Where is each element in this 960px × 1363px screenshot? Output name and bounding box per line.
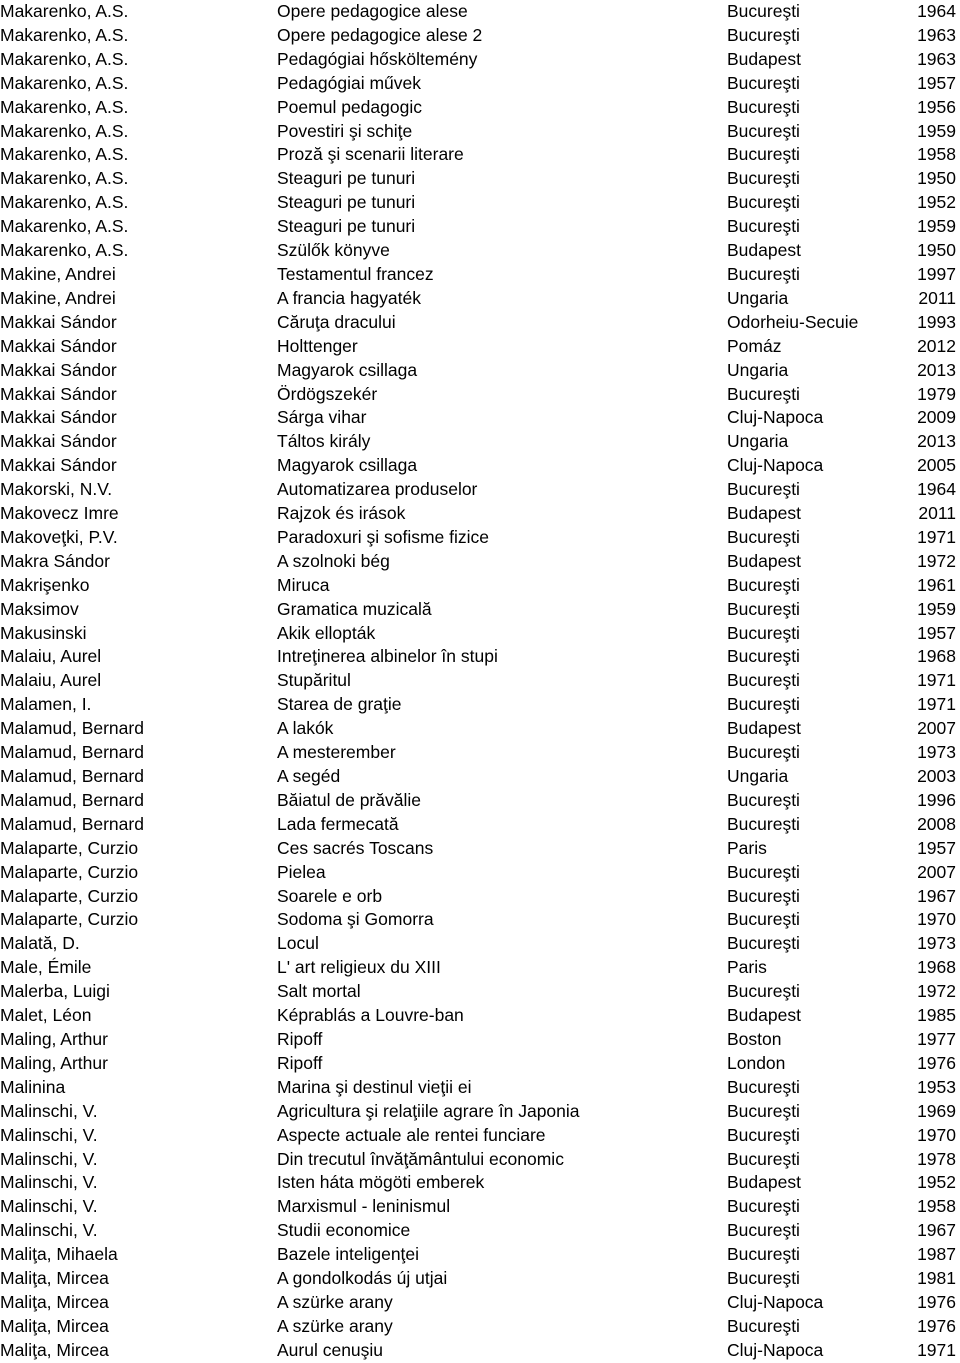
catalog-city-cell: Bucureşti bbox=[727, 216, 800, 237]
catalog-row bbox=[0, 932, 960, 956]
catalog-title-cell: Locul bbox=[277, 933, 319, 954]
catalog-title-cell: Marxismul - leninismul bbox=[277, 1196, 451, 1217]
catalog-city-cell: Bucureşti bbox=[727, 670, 800, 691]
catalog-row bbox=[0, 0, 960, 24]
catalog-year-cell: 1959 bbox=[917, 598, 956, 619]
catalog-author-cell: Makarenko, A.S. bbox=[0, 72, 129, 93]
catalog-city-cell: Boston bbox=[727, 1028, 782, 1049]
catalog-city-cell: Bucureşti bbox=[727, 383, 800, 404]
catalog-row bbox=[0, 837, 960, 861]
catalog-city-cell: Bucureşti bbox=[727, 885, 800, 906]
catalog-row bbox=[0, 550, 960, 574]
catalog-city-cell: Bucureşti bbox=[727, 909, 800, 930]
catalog-city-cell: Budapest bbox=[727, 503, 801, 524]
catalog-year-cell: 1967 bbox=[917, 1220, 956, 1241]
catalog-year-cell: 1969 bbox=[917, 1100, 956, 1121]
catalog-row bbox=[0, 956, 960, 980]
catalog-row bbox=[0, 1100, 960, 1124]
catalog-row bbox=[0, 1219, 960, 1243]
catalog-row bbox=[0, 1004, 960, 1028]
catalog-row bbox=[0, 1291, 960, 1315]
catalog-row bbox=[0, 311, 960, 335]
catalog-title-cell: Băiatul de prăvălie bbox=[277, 789, 421, 810]
catalog-year-cell: 1993 bbox=[917, 311, 956, 332]
catalog-city-cell: Ungaria bbox=[727, 431, 789, 452]
catalog-year-cell: 2011 bbox=[918, 503, 956, 524]
catalog-year-cell: 1957 bbox=[917, 72, 956, 93]
catalog-city-cell: Bucureşti bbox=[727, 479, 800, 500]
catalog-title-cell: Akik ellopták bbox=[277, 622, 376, 643]
catalog-author-cell: Makarenko, A.S. bbox=[0, 168, 129, 189]
catalog-row bbox=[0, 1148, 960, 1172]
catalog-title-cell: Rajzok és irások bbox=[277, 503, 406, 524]
catalog-city-cell: Bucureşti bbox=[727, 1, 800, 21]
catalog-year-cell: 1977 bbox=[917, 1028, 956, 1049]
catalog-title-cell: Salt mortal bbox=[277, 981, 361, 1002]
catalog-city-cell: Cluj-Napoca bbox=[727, 407, 824, 428]
catalog-title-cell: Sárga vihar bbox=[277, 407, 367, 428]
catalog-city-cell: Bucureşti bbox=[727, 742, 800, 763]
catalog-author-cell: Makarenko, A.S. bbox=[0, 48, 129, 69]
catalog-year-cell: 1971 bbox=[917, 1339, 956, 1360]
catalog-author-cell: Malamud, Bernard bbox=[0, 766, 144, 786]
catalog-year-cell: 1971 bbox=[917, 670, 956, 691]
catalog-city-cell: London bbox=[727, 1052, 786, 1073]
catalog-author-cell: Makarenko, A.S. bbox=[0, 216, 129, 237]
catalog-row bbox=[0, 287, 960, 311]
catalog-row bbox=[0, 622, 960, 646]
catalog-row bbox=[0, 598, 960, 622]
catalog-row bbox=[0, 478, 960, 502]
catalog-title-cell: Sodoma şi Gomorra bbox=[277, 909, 434, 930]
catalog-year-cell: 2012 bbox=[917, 335, 956, 356]
catalog-title-cell: Képrablás a Louvre-ban bbox=[277, 1005, 464, 1026]
catalog-title-cell: Magyarok csillaga bbox=[277, 455, 418, 476]
catalog-year-cell: 1976 bbox=[917, 1052, 956, 1073]
catalog-city-cell: Bucureşti bbox=[727, 694, 800, 715]
catalog-title-cell: Aurul cenuşiu bbox=[277, 1339, 384, 1360]
catalog-city-cell: Bucureşti bbox=[727, 1196, 800, 1217]
catalog-year-cell: 1953 bbox=[917, 1076, 956, 1097]
catalog-title-cell: Pedagógiai hősköltemény bbox=[277, 48, 478, 69]
catalog-year-cell: 1964 bbox=[917, 1, 956, 21]
catalog-author-cell: Malamen, I. bbox=[0, 694, 92, 715]
catalog-row bbox=[0, 908, 960, 932]
catalog-row bbox=[0, 143, 960, 167]
catalog-city-cell: Bucureşti bbox=[727, 574, 800, 595]
catalog-author-cell: Makusinski bbox=[0, 622, 87, 643]
catalog-row bbox=[0, 1171, 960, 1195]
catalog-row bbox=[0, 1267, 960, 1291]
catalog-author-cell: Maliţa, Mihaela bbox=[0, 1244, 118, 1265]
catalog-author-cell: Malet, Léon bbox=[0, 1005, 92, 1026]
catalog-row bbox=[0, 1339, 960, 1363]
catalog-city-cell: Bucureşti bbox=[727, 1220, 800, 1241]
catalog-row bbox=[0, 191, 960, 215]
catalog-year-cell: 1972 bbox=[917, 981, 956, 1002]
catalog-title-cell: Szülők könyve bbox=[277, 240, 390, 261]
catalog-author-cell: Maling, Arthur bbox=[0, 1052, 108, 1073]
catalog-city-cell: Cluj-Napoca bbox=[727, 455, 824, 476]
catalog-row bbox=[0, 1028, 960, 1052]
catalog-author-cell: Makkai Sándor bbox=[0, 311, 117, 332]
catalog-title-cell: A szolnoki bég bbox=[277, 550, 390, 571]
catalog-title-cell: Opere pedagogice alese bbox=[277, 1, 468, 21]
catalog-author-cell: Makarenko, A.S. bbox=[0, 120, 129, 141]
catalog-year-cell: 1950 bbox=[917, 240, 956, 261]
catalog-author-cell: Maksimov bbox=[0, 598, 79, 619]
catalog-author-cell: Makrişenko bbox=[0, 574, 90, 595]
catalog-year-cell: 1963 bbox=[917, 48, 956, 69]
catalog-title-cell: Testamentul francez bbox=[277, 263, 434, 284]
catalog-city-cell: Bucureşti bbox=[727, 263, 800, 284]
catalog-row bbox=[0, 120, 960, 144]
catalog-city-cell: Budapest bbox=[727, 48, 801, 69]
catalog-row bbox=[0, 454, 960, 478]
catalog-year-cell: 1961 bbox=[917, 574, 956, 595]
catalog-author-cell: Malaiu, Aurel bbox=[0, 670, 102, 691]
catalog-year-cell: 1958 bbox=[917, 1196, 956, 1217]
catalog-row bbox=[0, 574, 960, 598]
catalog-title-cell: Steaguri pe tunuri bbox=[277, 192, 416, 213]
catalog-city-cell: Bucureşti bbox=[727, 168, 800, 189]
catalog-row bbox=[0, 48, 960, 72]
catalog-title-cell: A szürke arany bbox=[277, 1315, 393, 1336]
catalog-row bbox=[0, 72, 960, 96]
catalog-city-cell: Bucureşti bbox=[727, 1268, 800, 1289]
catalog-title-cell: Bazele inteligenţei bbox=[277, 1244, 420, 1265]
catalog-title-cell: Din trecutul învăţământului economic bbox=[277, 1148, 564, 1169]
catalog-author-cell: Makkai Sándor bbox=[0, 359, 117, 380]
catalog-author-cell: Makarenko, A.S. bbox=[0, 192, 129, 213]
catalog-title-cell: Stupăritul bbox=[277, 670, 351, 691]
catalog-row bbox=[0, 1124, 960, 1148]
catalog-row bbox=[0, 167, 960, 191]
catalog-city-cell: Bucureşti bbox=[727, 861, 800, 882]
catalog-year-cell: 1978 bbox=[917, 1148, 956, 1169]
catalog-author-cell: Malinschi, V. bbox=[0, 1100, 98, 1121]
catalog-row bbox=[0, 96, 960, 120]
catalog-title-cell: A szürke arany bbox=[277, 1291, 393, 1312]
catalog-city-cell: Bucureşti bbox=[727, 598, 800, 619]
catalog-row bbox=[0, 1052, 960, 1076]
catalog-title-cell: Ces sacrés Toscans bbox=[277, 837, 434, 858]
catalog-row bbox=[0, 813, 960, 837]
catalog-title-cell: Starea de graţie bbox=[277, 694, 402, 715]
catalog-year-cell: 1981 bbox=[917, 1268, 956, 1289]
catalog-title-cell: Intreţinerea albinelor în stupi bbox=[277, 646, 498, 667]
catalog-year-cell: 1971 bbox=[917, 694, 956, 715]
catalog-title-cell: Proză şi scenarii literare bbox=[277, 144, 464, 165]
catalog-city-cell: Budapest bbox=[727, 1172, 801, 1193]
catalog-city-cell: Bucureşti bbox=[727, 789, 800, 810]
catalog-title-cell: Pedagógiai művek bbox=[277, 72, 421, 93]
catalog-author-cell: Malaparte, Curzio bbox=[0, 909, 139, 930]
catalog-year-cell: 1950 bbox=[917, 168, 956, 189]
catalog-city-cell: Bucureşti bbox=[727, 120, 800, 141]
catalog-row bbox=[0, 383, 960, 407]
catalog-year-cell: 1958 bbox=[917, 144, 956, 165]
catalog-year-cell: 2013 bbox=[917, 359, 956, 380]
catalog-title-cell: Povestiri şi schiţe bbox=[277, 120, 413, 141]
catalog-title-cell: A segéd bbox=[277, 766, 341, 786]
catalog-year-cell: 2007 bbox=[917, 861, 956, 882]
catalog-title-cell: L' art religieux du XIII bbox=[277, 957, 441, 978]
catalog-author-cell: Malinschi, V. bbox=[0, 1148, 98, 1169]
catalog-title-cell: Căruţa dracului bbox=[277, 311, 396, 332]
catalog-city-cell: Budapest bbox=[727, 1005, 801, 1026]
catalog-year-cell: 1973 bbox=[917, 933, 956, 954]
catalog-year-cell: 1976 bbox=[917, 1315, 956, 1336]
catalog-row bbox=[0, 717, 960, 741]
catalog-title-cell: Steaguri pe tunuri bbox=[277, 168, 416, 189]
catalog-city-cell: Budapest bbox=[727, 718, 801, 739]
catalog-city-cell: Cluj-Napoca bbox=[727, 1339, 824, 1360]
catalog-city-cell: Bucureşti bbox=[727, 1244, 800, 1265]
catalog-year-cell: 2005 bbox=[917, 455, 956, 476]
catalog-title-cell: A mesterember bbox=[277, 742, 396, 763]
catalog-year-cell: 2003 bbox=[917, 766, 956, 786]
catalog-city-cell: Bucureşti bbox=[727, 933, 800, 954]
catalog-author-cell: Makarenko, A.S. bbox=[0, 1, 129, 21]
catalog-title-cell: Aspecte actuale ale rentei funciare bbox=[277, 1124, 546, 1145]
catalog-year-cell: 1985 bbox=[917, 1005, 956, 1026]
catalog-row bbox=[0, 885, 960, 909]
catalog-author-cell: Makine, Andrei bbox=[0, 287, 116, 308]
catalog-city-cell: Ungaria bbox=[727, 766, 789, 786]
catalog-author-cell: Maling, Arthur bbox=[0, 1028, 108, 1049]
catalog-author-cell: Malamud, Bernard bbox=[0, 789, 144, 810]
catalog-city-cell: Bucureşti bbox=[727, 1315, 800, 1336]
catalog-year-cell: 1987 bbox=[917, 1244, 956, 1265]
catalog-title-cell: Pielea bbox=[277, 861, 326, 882]
catalog-author-cell: Malinschi, V. bbox=[0, 1220, 98, 1241]
catalog-title-cell: Marina şi destinul vieţii ei bbox=[277, 1076, 472, 1097]
catalog-row bbox=[0, 239, 960, 263]
catalog-title-cell: A lakók bbox=[277, 718, 334, 739]
catalog-author-cell: Makoveţki, P.V. bbox=[0, 526, 118, 547]
catalog-city-cell: Bucureşti bbox=[727, 622, 800, 643]
catalog-city-cell: Bucureşti bbox=[727, 813, 800, 834]
catalog-city-cell: Bucureşti bbox=[727, 1148, 800, 1169]
catalog-author-cell: Malerba, Luigi bbox=[0, 981, 110, 1002]
catalog-row bbox=[0, 1195, 960, 1219]
catalog-year-cell: 2011 bbox=[918, 287, 956, 308]
catalog-author-cell: Makorski, N.V. bbox=[0, 479, 113, 500]
catalog-city-cell: Ungaria bbox=[727, 359, 789, 380]
catalog-year-cell: 1957 bbox=[917, 622, 956, 643]
catalog-title-cell: Miruca bbox=[277, 574, 330, 595]
catalog-row bbox=[0, 263, 960, 287]
catalog-city-cell: Bucureşti bbox=[727, 646, 800, 667]
catalog-city-cell: Paris bbox=[727, 957, 767, 978]
catalog-title-cell: Agricultura şi relaţiile agrare în Japonia bbox=[277, 1100, 580, 1121]
catalog-row bbox=[0, 1076, 960, 1100]
catalog-year-cell: 1971 bbox=[917, 526, 956, 547]
catalog-title-cell: Studii economice bbox=[277, 1220, 411, 1241]
catalog-city-cell: Bucureşti bbox=[727, 24, 800, 45]
catalog-author-cell: Makarenko, A.S. bbox=[0, 24, 129, 45]
catalog-year-cell: 2008 bbox=[917, 813, 956, 834]
catalog-author-cell: Malamud, Bernard bbox=[0, 718, 144, 739]
catalog-year-cell: 1963 bbox=[917, 24, 956, 45]
catalog-row bbox=[0, 502, 960, 526]
catalog-year-cell: 1997 bbox=[917, 263, 956, 284]
catalog-year-cell: 1970 bbox=[917, 909, 956, 930]
catalog-year-cell: 1972 bbox=[917, 550, 956, 571]
catalog-title-cell: Ördögszekér bbox=[277, 383, 378, 404]
catalog-author-cell: Makkai Sándor bbox=[0, 335, 117, 356]
catalog-title-cell: Poemul pedagogic bbox=[277, 96, 422, 117]
catalog-city-cell: Bucureşti bbox=[727, 72, 800, 93]
catalog-author-cell: Malinschi, V. bbox=[0, 1172, 98, 1193]
catalog-author-cell: Malamud, Bernard bbox=[0, 813, 144, 834]
catalog-row bbox=[0, 980, 960, 1004]
catalog-author-cell: Malinina bbox=[0, 1076, 66, 1097]
catalog-year-cell: 1968 bbox=[917, 646, 956, 667]
catalog-author-cell: Malaiu, Aurel bbox=[0, 646, 102, 667]
catalog-city-cell: Bucureşti bbox=[727, 144, 800, 165]
catalog-year-cell: 1968 bbox=[917, 957, 956, 978]
catalog-year-cell: 1976 bbox=[917, 1291, 956, 1312]
catalog-author-cell: Maliţa, Mircea bbox=[0, 1268, 109, 1289]
catalog-year-cell: 1959 bbox=[917, 120, 956, 141]
catalog-row bbox=[0, 669, 960, 693]
catalog-year-cell: 1957 bbox=[917, 837, 956, 858]
catalog-title-cell: Táltos király bbox=[277, 431, 371, 452]
catalog-author-cell: Malaparte, Curzio bbox=[0, 885, 139, 906]
catalog-city-cell: Bucureşti bbox=[727, 96, 800, 117]
catalog-row bbox=[0, 765, 960, 789]
catalog-author-cell: Malată, D. bbox=[0, 933, 80, 954]
catalog-author-cell: Malinschi, V. bbox=[0, 1124, 98, 1145]
catalog-city-cell: Cluj-Napoca bbox=[727, 1291, 824, 1312]
catalog-title-cell: Lada fermecată bbox=[277, 813, 399, 834]
catalog-author-cell: Makarenko, A.S. bbox=[0, 240, 129, 261]
catalog-title-cell: Soarele e orb bbox=[277, 885, 383, 906]
catalog-row bbox=[0, 1315, 960, 1339]
catalog-author-cell: Makine, Andrei bbox=[0, 263, 116, 284]
catalog-city-cell: Bucureşti bbox=[727, 1100, 800, 1121]
catalog-city-cell: Bucureşti bbox=[727, 526, 800, 547]
catalog-title-cell: Opere pedagogice alese 2 bbox=[277, 24, 483, 45]
catalog-title-cell: Isten háta mögöti emberek bbox=[277, 1172, 485, 1193]
catalog-title-cell: Ripoff bbox=[277, 1052, 323, 1073]
catalog-author-cell: Makkai Sándor bbox=[0, 455, 117, 476]
catalog-author-cell: Makovecz Imre bbox=[0, 503, 119, 524]
catalog-author-cell: Malaparte, Curzio bbox=[0, 861, 139, 882]
catalog-city-cell: Bucureşti bbox=[727, 1076, 800, 1097]
catalog-title-cell: Ripoff bbox=[277, 1028, 323, 1049]
catalog-author-cell: Makkai Sándor bbox=[0, 383, 117, 404]
catalog-row bbox=[0, 215, 960, 239]
catalog-title-cell: A francia hagyaték bbox=[277, 287, 421, 308]
catalog-row bbox=[0, 861, 960, 885]
catalog-row bbox=[0, 693, 960, 717]
catalog-row bbox=[0, 741, 960, 765]
catalog-title-cell: Steaguri pe tunuri bbox=[277, 216, 416, 237]
catalog-city-cell: Odorheiu-Secuie bbox=[727, 311, 859, 332]
catalog-author-cell: Maliţa, Mircea bbox=[0, 1339, 109, 1360]
catalog-city-cell: Paris bbox=[727, 837, 767, 858]
catalog-city-cell: Bucureşti bbox=[727, 1124, 800, 1145]
catalog-row bbox=[0, 430, 960, 454]
catalog-year-cell: 2007 bbox=[917, 718, 956, 739]
catalog-city-cell: Ungaria bbox=[727, 287, 789, 308]
catalog-city-cell: Budapest bbox=[727, 240, 801, 261]
catalog-city-cell: Bucureşti bbox=[727, 981, 800, 1002]
catalog-row bbox=[0, 359, 960, 383]
catalog-year-cell: 2009 bbox=[917, 407, 956, 428]
catalog-title-cell: Holttenger bbox=[277, 335, 358, 356]
catalog-year-cell: 1970 bbox=[917, 1124, 956, 1145]
catalog-year-cell: 1964 bbox=[917, 479, 956, 500]
catalog-row bbox=[0, 526, 960, 550]
catalog-city-cell: Bucureşti bbox=[727, 192, 800, 213]
catalog-city-cell: Budapest bbox=[727, 550, 801, 571]
catalog-year-cell: 1956 bbox=[917, 96, 956, 117]
catalog-author-cell: Makarenko, A.S. bbox=[0, 144, 129, 165]
catalog-title-cell: Gramatica muzicală bbox=[277, 598, 432, 619]
catalog-year-cell: 1996 bbox=[917, 789, 956, 810]
catalog-year-cell: 1967 bbox=[917, 885, 956, 906]
catalog-author-cell: Malaparte, Curzio bbox=[0, 837, 139, 858]
catalog-row bbox=[0, 335, 960, 359]
catalog-author-cell: Makarenko, A.S. bbox=[0, 96, 129, 117]
catalog-year-cell: 2013 bbox=[917, 431, 956, 452]
catalog-city-cell: Pomáz bbox=[727, 335, 782, 356]
catalog-year-cell: 1952 bbox=[917, 192, 956, 213]
catalog-title-cell: A gondolkodás új utjai bbox=[277, 1268, 448, 1289]
catalog-author-cell: Maliţa, Mircea bbox=[0, 1315, 109, 1336]
catalog-year-cell: 1952 bbox=[917, 1172, 956, 1193]
catalog-author-cell: Makkai Sándor bbox=[0, 431, 117, 452]
catalog-author-cell: Male, Émile bbox=[0, 957, 92, 978]
catalog-author-cell: Makkai Sándor bbox=[0, 407, 117, 428]
catalog-author-cell: Malamud, Bernard bbox=[0, 742, 144, 763]
catalog-year-cell: 1973 bbox=[917, 742, 956, 763]
catalog-row bbox=[0, 406, 960, 430]
catalog-row bbox=[0, 1243, 960, 1267]
catalog-title-cell: Automatizarea produselor bbox=[277, 479, 478, 500]
catalog-title-cell: Magyarok csillaga bbox=[277, 359, 418, 380]
catalog-title-cell: Paradoxuri şi sofisme fizice bbox=[277, 526, 490, 547]
catalog-row bbox=[0, 24, 960, 48]
catalog-author-cell: Makra Sándor bbox=[0, 550, 110, 571]
catalog-year-cell: 1979 bbox=[917, 383, 956, 404]
catalog-row bbox=[0, 789, 960, 813]
catalog-author-cell: Malinschi, V. bbox=[0, 1196, 98, 1217]
catalog-row bbox=[0, 645, 960, 669]
catalog-year-cell: 1959 bbox=[917, 216, 956, 237]
catalog-author-cell: Maliţa, Mircea bbox=[0, 1291, 109, 1312]
